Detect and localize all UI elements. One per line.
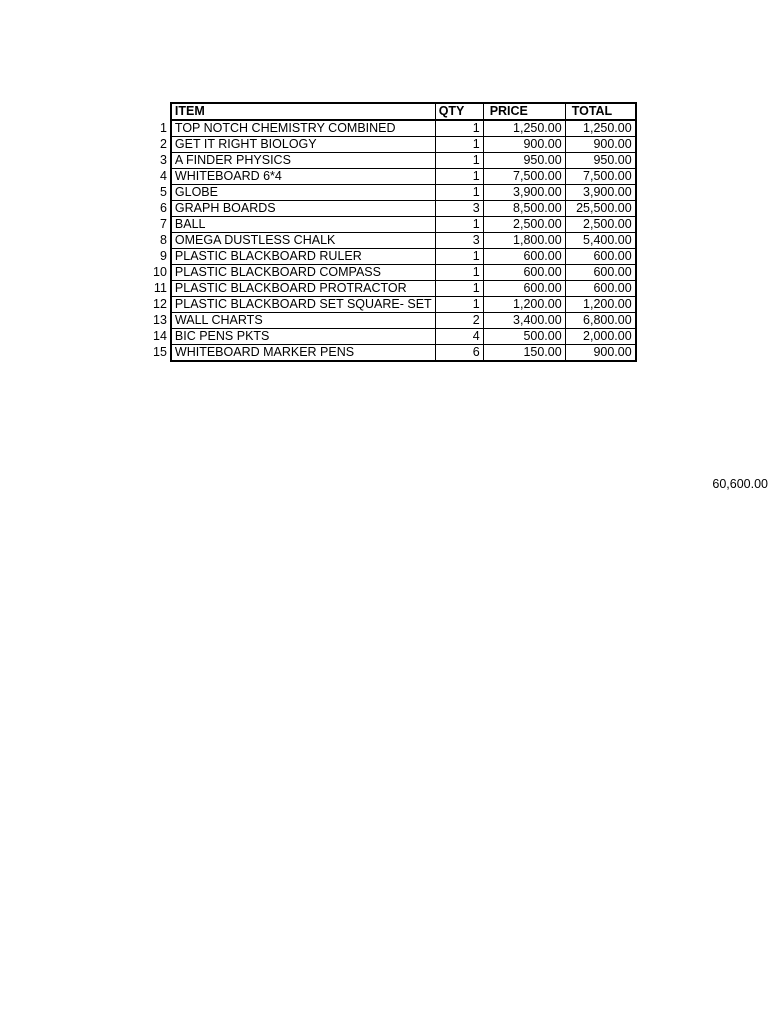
qty-cell: 2 <box>435 313 483 329</box>
header-price: PRICE <box>483 103 565 120</box>
table-row <box>150 249 636 265</box>
price-cell: 500.00 <box>483 329 565 345</box>
qty-cell: 1 <box>435 297 483 313</box>
table-header-row <box>150 103 636 120</box>
qty-cell: 1 <box>435 120 483 137</box>
qty-cell: 1 <box>435 185 483 201</box>
table-row <box>150 185 636 201</box>
total-cell: 25,500.00 <box>565 201 636 217</box>
row-number: 5 <box>159 185 167 199</box>
item-cell: GET IT RIGHT BIOLOGY <box>171 137 435 153</box>
qty-cell: 3 <box>435 233 483 249</box>
table-row <box>150 169 636 185</box>
qty-cell: 1 <box>435 153 483 169</box>
table-row <box>150 233 636 249</box>
item-cell: WALL CHARTS <box>171 313 435 329</box>
item-cell: TOP NOTCH CHEMISTRY COMBINED <box>171 120 435 137</box>
total-cell: 600.00 <box>565 281 636 297</box>
row-number: 2 <box>159 137 167 151</box>
price-cell: 600.00 <box>483 249 565 265</box>
item-cell: BIC PENS PKTS <box>171 329 435 345</box>
price-cell: 3,900.00 <box>483 185 565 201</box>
row-number: 8 <box>159 233 167 247</box>
price-cell: 7,500.00 <box>483 169 565 185</box>
header-rownum-cell <box>150 103 171 120</box>
total-cell: 2,500.00 <box>565 217 636 233</box>
item-cell: OMEGA DUSTLESS CHALK <box>171 233 435 249</box>
price-cell: 1,250.00 <box>483 120 565 137</box>
qty-cell: 1 <box>435 137 483 153</box>
row-number: 1 <box>159 120 167 135</box>
row-number: 3 <box>159 153 167 167</box>
item-cell: BALL <box>171 217 435 233</box>
row-number: 12 <box>153 297 167 311</box>
table-row <box>150 217 636 233</box>
price-cell: 950.00 <box>483 153 565 169</box>
qty-cell: 6 <box>435 345 483 362</box>
header-qty: QTY <box>435 103 483 120</box>
table-row <box>150 120 636 137</box>
total-cell: 1,200.00 <box>565 297 636 313</box>
total-cell: 1,250.00 <box>565 120 636 137</box>
table-row <box>150 345 636 362</box>
table-row <box>150 265 636 281</box>
price-cell: 600.00 <box>483 281 565 297</box>
price-cell: 2,500.00 <box>483 217 565 233</box>
item-cell: PLASTIC BLACKBOARD COMPASS <box>171 265 435 281</box>
table-row <box>150 329 636 345</box>
qty-cell: 1 <box>435 217 483 233</box>
item-cell: A FINDER PHYSICS <box>171 153 435 169</box>
total-cell: 600.00 <box>565 265 636 281</box>
item-cell: PLASTIC BLACKBOARD RULER <box>171 249 435 265</box>
items-table <box>150 102 637 362</box>
row-number: 7 <box>159 217 167 231</box>
table-row <box>150 201 636 217</box>
qty-cell: 4 <box>435 329 483 345</box>
header-item: ITEM <box>171 103 435 120</box>
total-cell: 950.00 <box>565 153 636 169</box>
qty-cell: 1 <box>435 281 483 297</box>
price-cell: 8,500.00 <box>483 201 565 217</box>
price-cell: 150.00 <box>483 345 565 362</box>
item-cell: GRAPH BOARDS <box>171 201 435 217</box>
price-cell: 900.00 <box>483 137 565 153</box>
grand-total: 60,600.00 <box>712 477 768 491</box>
spreadsheet-area <box>150 102 768 491</box>
table-row <box>150 313 636 329</box>
table-row <box>150 281 636 297</box>
item-cell: WHITEBOARD MARKER PENS <box>171 345 435 362</box>
total-cell: 6,800.00 <box>565 313 636 329</box>
row-number: 14 <box>153 329 167 343</box>
item-cell: PLASTIC BLACKBOARD PROTRACTOR <box>171 281 435 297</box>
total-cell: 900.00 <box>565 137 636 153</box>
total-cell: 900.00 <box>565 345 636 362</box>
price-cell: 3,400.00 <box>483 313 565 329</box>
qty-cell: 3 <box>435 201 483 217</box>
item-cell: PLASTIC BLACKBOARD SET SQUARE- SET <box>171 297 435 313</box>
qty-cell: 1 <box>435 169 483 185</box>
price-cell: 600.00 <box>483 265 565 281</box>
item-cell: WHITEBOARD 6*4 <box>171 169 435 185</box>
row-number: 15 <box>153 345 167 360</box>
total-cell: 2,000.00 <box>565 329 636 345</box>
table-row <box>150 137 636 153</box>
total-cell: 3,900.00 <box>565 185 636 201</box>
row-number: 10 <box>153 265 167 279</box>
price-cell: 1,200.00 <box>483 297 565 313</box>
header-total: TOTAL <box>565 103 636 120</box>
row-number: 4 <box>159 169 167 183</box>
qty-cell: 1 <box>435 265 483 281</box>
price-cell: 1,800.00 <box>483 233 565 249</box>
total-cell: 600.00 <box>565 249 636 265</box>
row-number: 13 <box>153 313 167 327</box>
qty-cell: 1 <box>435 249 483 265</box>
row-number: 6 <box>159 201 167 215</box>
table-row <box>150 153 636 169</box>
table-row <box>150 297 636 313</box>
item-cell: GLOBE <box>171 185 435 201</box>
row-number: 9 <box>159 249 167 263</box>
row-number: 11 <box>153 281 167 295</box>
total-cell: 5,400.00 <box>565 233 636 249</box>
total-cell: 7,500.00 <box>565 169 636 185</box>
